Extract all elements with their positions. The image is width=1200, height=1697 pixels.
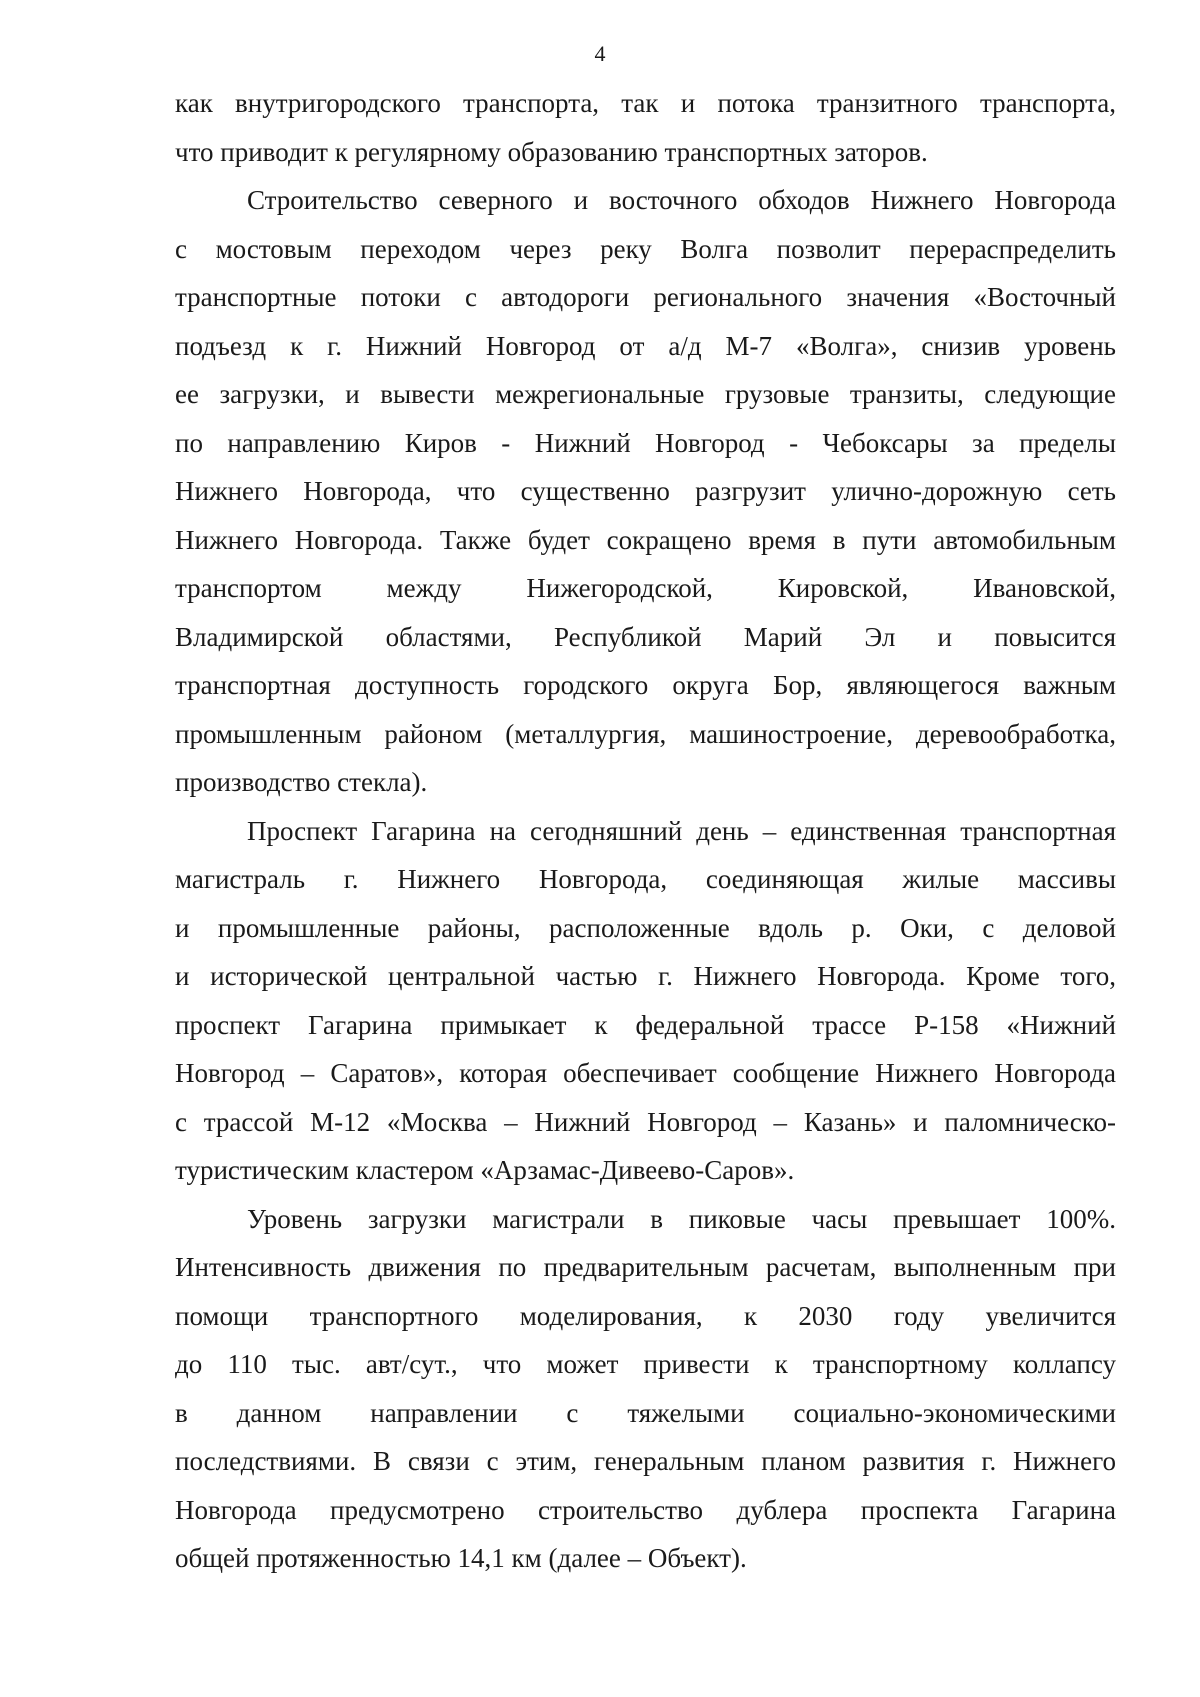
text-line: Нижнего Новгорода. Также будет сокращено время в пути автомобильным	[175, 524, 1116, 555]
text-line: общей протяженностью 14,1 км (далее – Объект).	[175, 1543, 747, 1573]
text-line: Владимирской областями, Республикой Марий Эл и повысится	[175, 621, 1116, 652]
text-line: по направлению Киров - Нижний Новгород - Чебоксары за пределы	[175, 427, 1116, 458]
text-line: до 110 тыс. авт/сут., что может привести к транспортному коллапсу	[175, 1349, 1116, 1379]
text-line: туристическим кластером «Арзамас-Дивеево-Саров».	[175, 1155, 795, 1185]
paragraph	[175, 1195, 1116, 1583]
text-line: и промышленные районы, расположенные вдоль р. Оки, с деловой	[175, 912, 1116, 943]
text-line: в данном направлении с тяжелыми социально-экономическими	[175, 1397, 1116, 1428]
text-line: и исторической центральной частью г. Нижнего Новгорода. Кроме того,	[175, 961, 1116, 991]
text-line: Интенсивность движения по предварительным расчетам, выполненным при	[175, 1252, 1116, 1282]
document-body	[175, 79, 1116, 1583]
text-line: что приводит к регулярному образованию транспортных заторов.	[175, 136, 928, 167]
text-line: с мостовым переходом через реку Волга позволит перераспределить	[175, 233, 1116, 264]
text-line: Проспект Гагарина на сегодняшний день – единственная транспортная	[247, 815, 1116, 846]
text-line: промышленным районом (металлургия, машиностроение, деревообработка,	[175, 718, 1116, 749]
text-line: Нижнего Новгорода, что существенно разгрузит улично-дорожную сеть	[175, 476, 1116, 506]
text-line: как внутригородского транспорта, так и потока транзитного транспорта,	[175, 88, 1116, 118]
page-number: 4	[594, 41, 606, 66]
text-line: последствиями. В связи с этим, генеральным планом развития г. Нижнего	[175, 1446, 1116, 1476]
text-line: Новгорода предусмотрено строительство дублера проспекта Гагарина	[175, 1494, 1116, 1525]
text-line: транспортная доступность городского округа Бор, являющегося важным	[175, 670, 1116, 700]
text-line: Строительство северного и восточного обходов Нижнего Новгорода	[247, 185, 1116, 215]
paragraph	[175, 807, 1116, 1195]
text-line: Новгород – Саратов», которая обеспечивает сообщение Нижнего Новгорода	[175, 1058, 1116, 1088]
text-line: Уровень загрузки магистрали в пиковые часы превышает 100%.	[247, 1203, 1116, 1234]
text-line: транспортные потоки с автодороги регионального значения «Восточный	[175, 282, 1116, 312]
text-line: проспект Гагарина примыкает к федеральной трассе Р-158 «Нижний	[175, 1009, 1116, 1040]
paragraph	[175, 176, 1116, 807]
text-line: ее загрузки, и вывести межрегиональные грузовые транзиты, следующие	[175, 379, 1116, 409]
text-line: помощи транспортного моделирования, к 2030 году увеличится	[175, 1300, 1116, 1331]
text-line: с трассой М-12 «Москва – Нижний Новгород – Казань» и паломническо-	[175, 1106, 1116, 1137]
paragraph	[175, 79, 1116, 176]
text-line: производство стекла).	[175, 767, 428, 797]
text-line: магистраль г. Нижнего Новгорода, соединяющая жилые массивы	[175, 864, 1116, 894]
text-line: транспортом между Нижегородской, Кировской, Ивановской,	[175, 573, 1116, 603]
text-line: подъезд к г. Нижний Новгород от а/д М-7 «Волга», снизив уровень	[175, 330, 1116, 361]
